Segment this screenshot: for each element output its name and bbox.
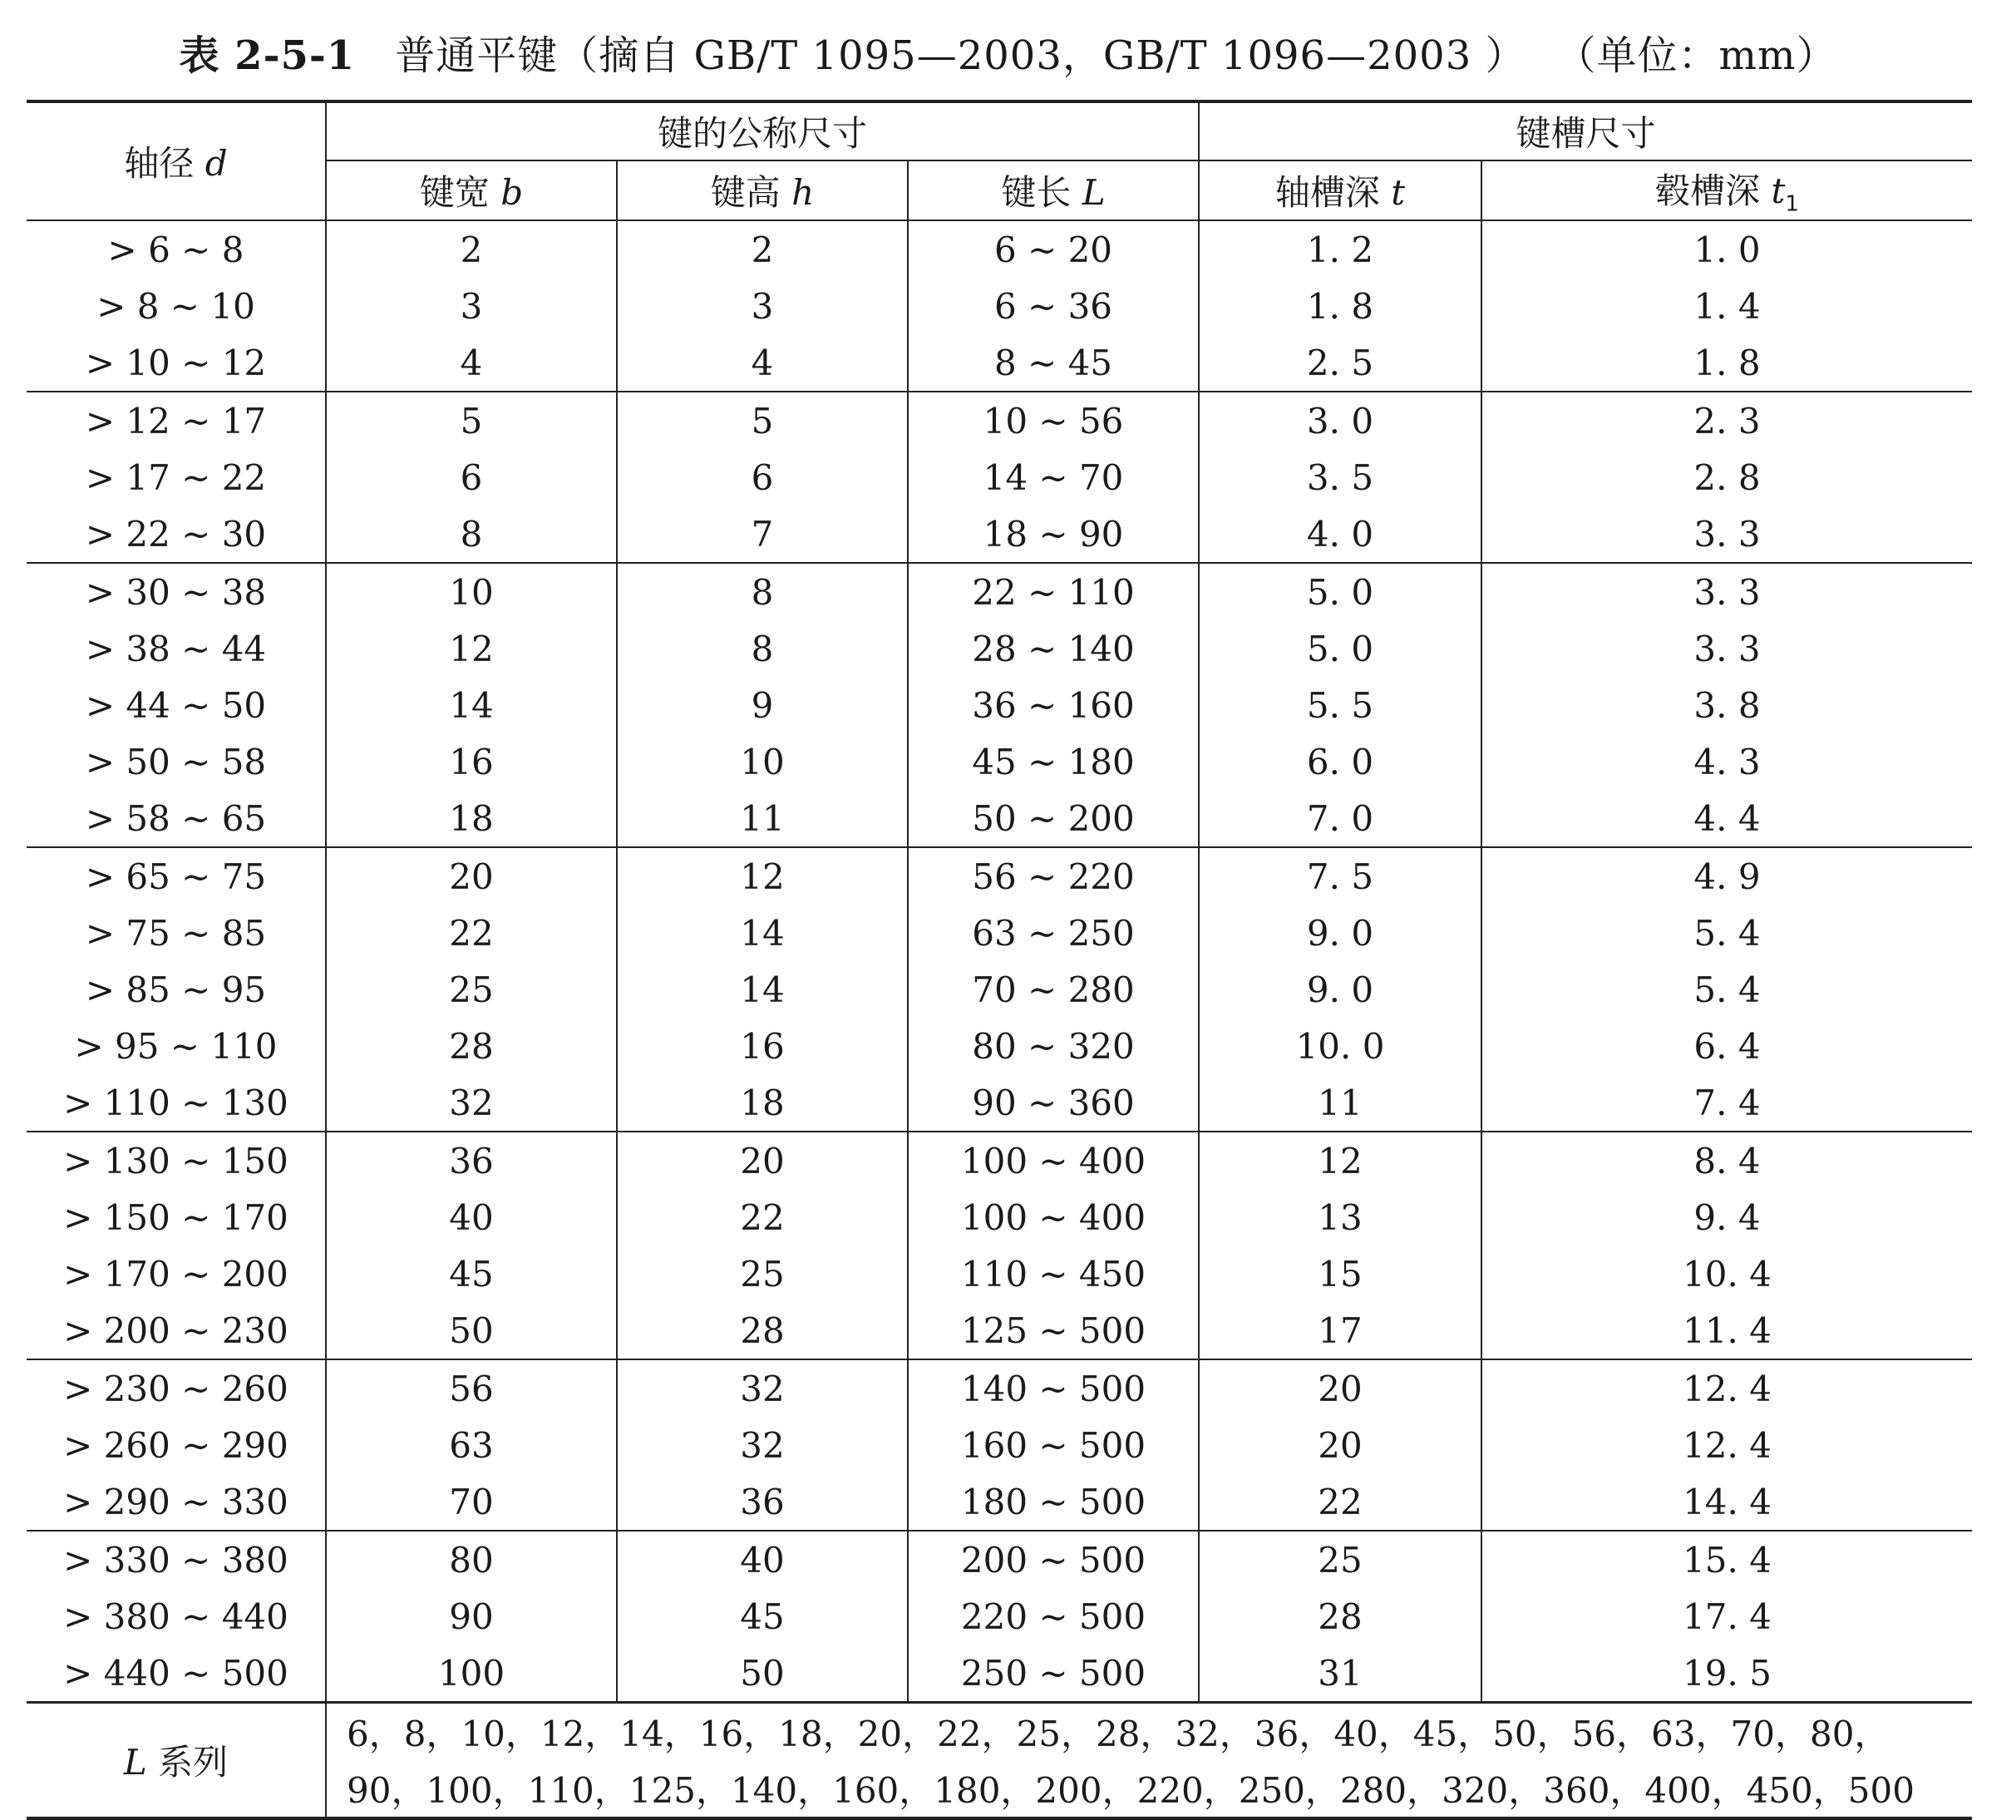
cell-key-length: 6 ~ 36 — [908, 278, 1199, 334]
cell-shaft-depth: 10. 0 — [1199, 1018, 1481, 1074]
cell-key-width: 100 — [326, 1645, 617, 1703]
cell-shaft-diameter: > 12 ~ 17 — [27, 392, 326, 449]
header-hub-depth: 毂槽深 $t_1$ — [1481, 160, 1972, 220]
cell-hub-depth: 11. 4 — [1481, 1302, 1972, 1359]
cell-shaft-diameter: > 30 ~ 38 — [27, 563, 326, 620]
cell-shaft-depth: 2. 5 — [1199, 334, 1481, 392]
cell-shaft-diameter: > 50 ~ 58 — [85, 741, 267, 782]
cell-shaft-diameter: > 85 ~ 95 — [85, 969, 267, 1010]
cell-key-width: 32 — [326, 1074, 617, 1132]
cell-shaft-diameter: > 170 ~ 200 — [63, 1253, 288, 1295]
cell-shaft-depth: 5. 5 — [1199, 677, 1481, 733]
cell-key-width: 40 — [326, 1189, 617, 1245]
cell-hub-depth: 14. 4 — [1481, 1473, 1972, 1531]
table-row — [27, 961, 1972, 1018]
cell-hub-depth: 5. 4 — [1481, 961, 1972, 1018]
cell-key-width: 6 — [326, 449, 617, 506]
table-row — [27, 506, 1972, 563]
cell-key-height: 5 — [617, 392, 908, 449]
cell-key-length: 56 ~ 220 — [908, 847, 1199, 905]
cell-key-length: 45 ~ 180 — [908, 733, 1199, 790]
cell-key-height: 3 — [617, 278, 908, 334]
table-row — [27, 733, 1972, 790]
cell-shaft-diameter: > 75 ~ 85 — [85, 912, 267, 954]
cell-key-length: 180 ~ 500 — [908, 1473, 1199, 1531]
cell-shaft-depth: 3. 0 — [1199, 392, 1481, 449]
cell-key-length: 160 ~ 500 — [908, 1417, 1199, 1473]
cell-hub-depth: 3. 8 — [1481, 677, 1972, 733]
header-key-height: 键高 h — [617, 160, 908, 220]
table-title — [0, 23, 2016, 81]
cell-key-length: 110 ~ 450 — [908, 1245, 1199, 1302]
table-row — [27, 1189, 1972, 1245]
cell-hub-depth: 1. 0 — [1481, 220, 1972, 278]
cell-key-length: 8 ~ 45 — [908, 334, 1199, 392]
cell-hub-depth: 4. 3 — [1481, 733, 1972, 790]
cell-shaft-depth: 7. 5 — [1199, 847, 1481, 905]
cell-shaft-depth: 7. 0 — [1199, 790, 1481, 847]
cell-shaft-depth: 5. 0 — [1199, 620, 1481, 677]
cell-key-height: 7 — [617, 506, 908, 563]
table-row — [27, 847, 1972, 905]
cell-shaft-depth: 15 — [1199, 1245, 1481, 1302]
cell-key-width: 22 — [326, 905, 617, 961]
cell-key-height: 32 — [617, 1417, 908, 1473]
table-row — [27, 1645, 1972, 1703]
cell-hub-depth: 3. 3 — [1481, 506, 1972, 563]
cell-key-height: 40 — [617, 1531, 908, 1588]
cell-shaft-depth: 13 — [1199, 1189, 1481, 1245]
table-row — [27, 620, 1972, 677]
cell-key-height: 45 — [617, 1588, 908, 1645]
cell-shaft-diameter: > 10 ~ 12 — [85, 342, 267, 383]
cell-hub-depth: 12. 4 — [1481, 1417, 1972, 1473]
cell-hub-depth: 8. 4 — [1481, 1132, 1972, 1189]
cell-key-length: 18 ~ 90 — [908, 506, 1199, 563]
header-key-width: 键宽 b — [326, 160, 617, 220]
cell-key-height: 32 — [617, 1359, 908, 1417]
cell-shaft-diameter: > 95 ~ 110 — [74, 1025, 278, 1067]
cell-key-width: 25 — [326, 961, 617, 1018]
cell-key-length: 220 ~ 500 — [908, 1588, 1199, 1645]
cell-key-height: 22 — [617, 1189, 908, 1245]
cell-hub-depth: 10. 4 — [1481, 1245, 1972, 1302]
cell-shaft-depth: 9. 0 — [1199, 905, 1481, 961]
cell-key-length: 90 ~ 360 — [908, 1074, 1199, 1132]
table-row — [27, 220, 1972, 278]
cell-shaft-depth: 12 — [1199, 1132, 1481, 1189]
cell-key-height: 36 — [617, 1473, 908, 1531]
cell-hub-depth: 7. 4 — [1481, 1074, 1972, 1132]
cell-hub-depth: 5. 4 — [1481, 905, 1972, 961]
cell-shaft-diameter: > 330 ~ 380 — [27, 1531, 326, 1588]
cell-hub-depth: 6. 4 — [1481, 1018, 1972, 1074]
cell-key-height: 11 — [617, 790, 908, 847]
cell-key-length: 125 ~ 500 — [908, 1302, 1199, 1359]
cell-key-height: 2 — [617, 220, 908, 278]
cell-key-height: 6 — [617, 449, 908, 506]
cell-key-height: 8 — [617, 563, 908, 620]
cell-key-width: 28 — [326, 1018, 617, 1074]
table-row — [27, 1302, 1972, 1359]
header-shaft-depth: 轴槽深 t — [1199, 160, 1481, 220]
cell-key-length: 100 ~ 400 — [908, 1132, 1199, 1189]
cell-key-width: 4 — [326, 334, 617, 392]
cell-key-length: 22 ~ 110 — [908, 563, 1199, 620]
table-row — [27, 278, 1972, 334]
cell-shaft-diameter: > 440 ~ 500 — [63, 1652, 288, 1694]
cell-hub-depth: 17. 4 — [1481, 1588, 1972, 1645]
cell-shaft-depth: 17 — [1199, 1302, 1481, 1359]
cell-key-length: 28 ~ 140 — [908, 620, 1199, 677]
cell-key-length: 200 ~ 500 — [908, 1531, 1199, 1588]
cell-shaft-depth: 5. 0 — [1199, 563, 1481, 620]
cell-shaft-diameter: > 65 ~ 75 — [27, 847, 326, 905]
cell-key-height: 8 — [617, 620, 908, 677]
cell-key-height: 4 — [617, 334, 908, 392]
cell-shaft-depth: 11 — [1199, 1074, 1481, 1132]
cell-key-length: 250 ~ 500 — [908, 1645, 1199, 1703]
cell-key-height: 10 — [617, 733, 908, 790]
l-series-line-1: 6，8，10，12，14，16，18，20，22，25，28，32，36，40，45，50，56，63，70，80， — [326, 1703, 1972, 1761]
cell-shaft-depth: 20 — [1199, 1417, 1481, 1473]
cell-key-length: 80 ~ 320 — [908, 1018, 1199, 1074]
cell-key-length: 140 ~ 500 — [908, 1359, 1199, 1417]
cell-key-height: 9 — [617, 677, 908, 733]
cell-shaft-depth: 25 — [1199, 1531, 1481, 1588]
cell-hub-depth: 19. 5 — [1481, 1645, 1972, 1703]
cell-hub-depth: 2. 3 — [1481, 392, 1972, 449]
cell-key-width: 90 — [326, 1588, 617, 1645]
cell-shaft-diameter: > 44 ~ 50 — [85, 684, 267, 726]
table-unit: （单位：mm） — [1575, 32, 1837, 79]
cell-key-width: 12 — [326, 620, 617, 677]
cell-shaft-depth: 3. 5 — [1199, 449, 1481, 506]
table-row — [27, 1473, 1972, 1531]
cell-key-height: 50 — [617, 1645, 908, 1703]
cell-key-height: 28 — [617, 1302, 908, 1359]
cell-hub-depth: 9. 4 — [1481, 1189, 1972, 1245]
cell-key-length: 10 ~ 56 — [908, 392, 1199, 449]
cell-key-width: 10 — [326, 563, 617, 620]
cell-key-width: 70 — [326, 1473, 617, 1531]
cell-key-width: 45 — [326, 1245, 617, 1302]
l-series-label: L 系列 — [27, 1703, 326, 1819]
cell-hub-depth: 4. 4 — [1481, 790, 1972, 847]
cell-shaft-diameter: > 130 ~ 150 — [27, 1132, 326, 1189]
cell-shaft-depth: 1. 2 — [1199, 220, 1481, 278]
cell-key-height: 16 — [617, 1018, 908, 1074]
cell-key-height: 12 — [617, 847, 908, 905]
table-row — [27, 1531, 1972, 1588]
l-series-line-2: 90，100，110，125，140，160，180，200，220，250，280，320，360，400，450，500 — [326, 1760, 1972, 1818]
cell-shaft-diameter: > 200 ~ 230 — [63, 1310, 288, 1351]
table-row — [27, 677, 1972, 733]
cell-shaft-diameter: > 110 ~ 130 — [63, 1082, 288, 1123]
cell-hub-depth: 4. 9 — [1481, 847, 1972, 905]
cell-key-width: 5 — [326, 392, 617, 449]
cell-key-width: 8 — [326, 506, 617, 563]
cell-shaft-diameter: > 290 ~ 330 — [63, 1481, 288, 1522]
flat-key-table — [27, 100, 1972, 1820]
cell-shaft-diameter: > 17 ~ 22 — [85, 456, 267, 498]
table-row — [27, 392, 1972, 449]
cell-shaft-diameter: > 58 ~ 65 — [85, 797, 267, 839]
cell-shaft-diameter: > 6 ~ 8 — [107, 229, 244, 270]
table-row — [27, 1417, 1972, 1473]
cell-shaft-diameter: > 150 ~ 170 — [63, 1196, 288, 1238]
cell-shaft-diameter: > 260 ~ 290 — [63, 1424, 288, 1466]
table-row — [27, 1245, 1972, 1302]
cell-shaft-diameter: > 22 ~ 30 — [85, 513, 267, 555]
cell-hub-depth: 2. 8 — [1481, 449, 1972, 506]
cell-key-width: 20 — [326, 847, 617, 905]
cell-shaft-diameter: > 380 ~ 440 — [63, 1596, 288, 1637]
table-row — [27, 1588, 1972, 1645]
cell-shaft-diameter: > 38 ~ 44 — [85, 628, 267, 669]
cell-key-length: 50 ~ 200 — [908, 790, 1199, 847]
table-row — [27, 790, 1972, 847]
cell-hub-depth: 1. 4 — [1481, 278, 1972, 334]
table-row — [27, 334, 1972, 392]
cell-hub-depth: 15. 4 — [1481, 1531, 1972, 1588]
cell-key-width: 16 — [326, 733, 617, 790]
cell-key-length: 63 ~ 250 — [908, 905, 1199, 961]
cell-key-length: 36 ~ 160 — [908, 677, 1199, 733]
cell-key-length: 70 ~ 280 — [908, 961, 1199, 1018]
cell-hub-depth: 12. 4 — [1481, 1359, 1972, 1417]
cell-key-height: 20 — [617, 1132, 908, 1189]
cell-shaft-depth: 20 — [1199, 1359, 1481, 1417]
table-row — [27, 1074, 1972, 1132]
table-row — [27, 905, 1972, 961]
cell-key-height: 25 — [617, 1245, 908, 1302]
cell-key-width: 2 — [326, 220, 617, 278]
table-row — [27, 1018, 1972, 1074]
cell-key-height: 14 — [617, 905, 908, 961]
cell-key-height: 18 — [617, 1074, 908, 1132]
header-key-nominal: 键的公称尺寸 — [326, 101, 1199, 160]
table-row — [27, 1132, 1972, 1189]
cell-shaft-depth: 22 — [1199, 1473, 1481, 1531]
header-shaft-diameter: 轴径 d — [27, 101, 326, 220]
cell-shaft-depth: 4. 0 — [1199, 506, 1481, 563]
table-number: 表 2-5-1 — [179, 32, 356, 79]
cell-key-length: 6 ~ 20 — [908, 220, 1199, 278]
cell-key-width: 80 — [326, 1531, 617, 1588]
cell-shaft-diameter: > 8 ~ 10 — [96, 285, 255, 327]
table-row — [27, 449, 1972, 506]
header-key-length: 键长 L — [908, 160, 1199, 220]
header-keyway: 键槽尺寸 — [1199, 101, 1972, 160]
cell-shaft-depth: 6. 0 — [1199, 733, 1481, 790]
cell-shaft-depth: 28 — [1199, 1588, 1481, 1645]
cell-key-width: 50 — [326, 1302, 617, 1359]
cell-key-width: 14 — [326, 677, 617, 733]
cell-key-length: 14 ~ 70 — [908, 449, 1199, 506]
cell-hub-depth: 3. 3 — [1481, 620, 1972, 677]
cell-shaft-diameter: > 230 ~ 260 — [27, 1359, 326, 1417]
cell-key-width: 3 — [326, 278, 617, 334]
cell-hub-depth: 3. 3 — [1481, 563, 1972, 620]
table-row — [27, 563, 1972, 620]
cell-key-height: 14 — [617, 961, 908, 1018]
cell-key-width: 56 — [326, 1359, 617, 1417]
cell-hub-depth: 1. 8 — [1481, 334, 1972, 392]
table-row — [27, 1359, 1972, 1417]
cell-key-width: 18 — [326, 790, 617, 847]
cell-key-width: 36 — [326, 1132, 617, 1189]
table-name: 普通平键（摘自 GB/T 1095—2003，GB/T 1096—2003 ） — [395, 32, 1526, 79]
cell-key-width: 63 — [326, 1417, 617, 1473]
cell-shaft-depth: 9. 0 — [1199, 961, 1481, 1018]
cell-key-length: 100 ~ 400 — [908, 1189, 1199, 1245]
cell-shaft-depth: 31 — [1199, 1645, 1481, 1703]
cell-shaft-depth: 1. 8 — [1199, 278, 1481, 334]
